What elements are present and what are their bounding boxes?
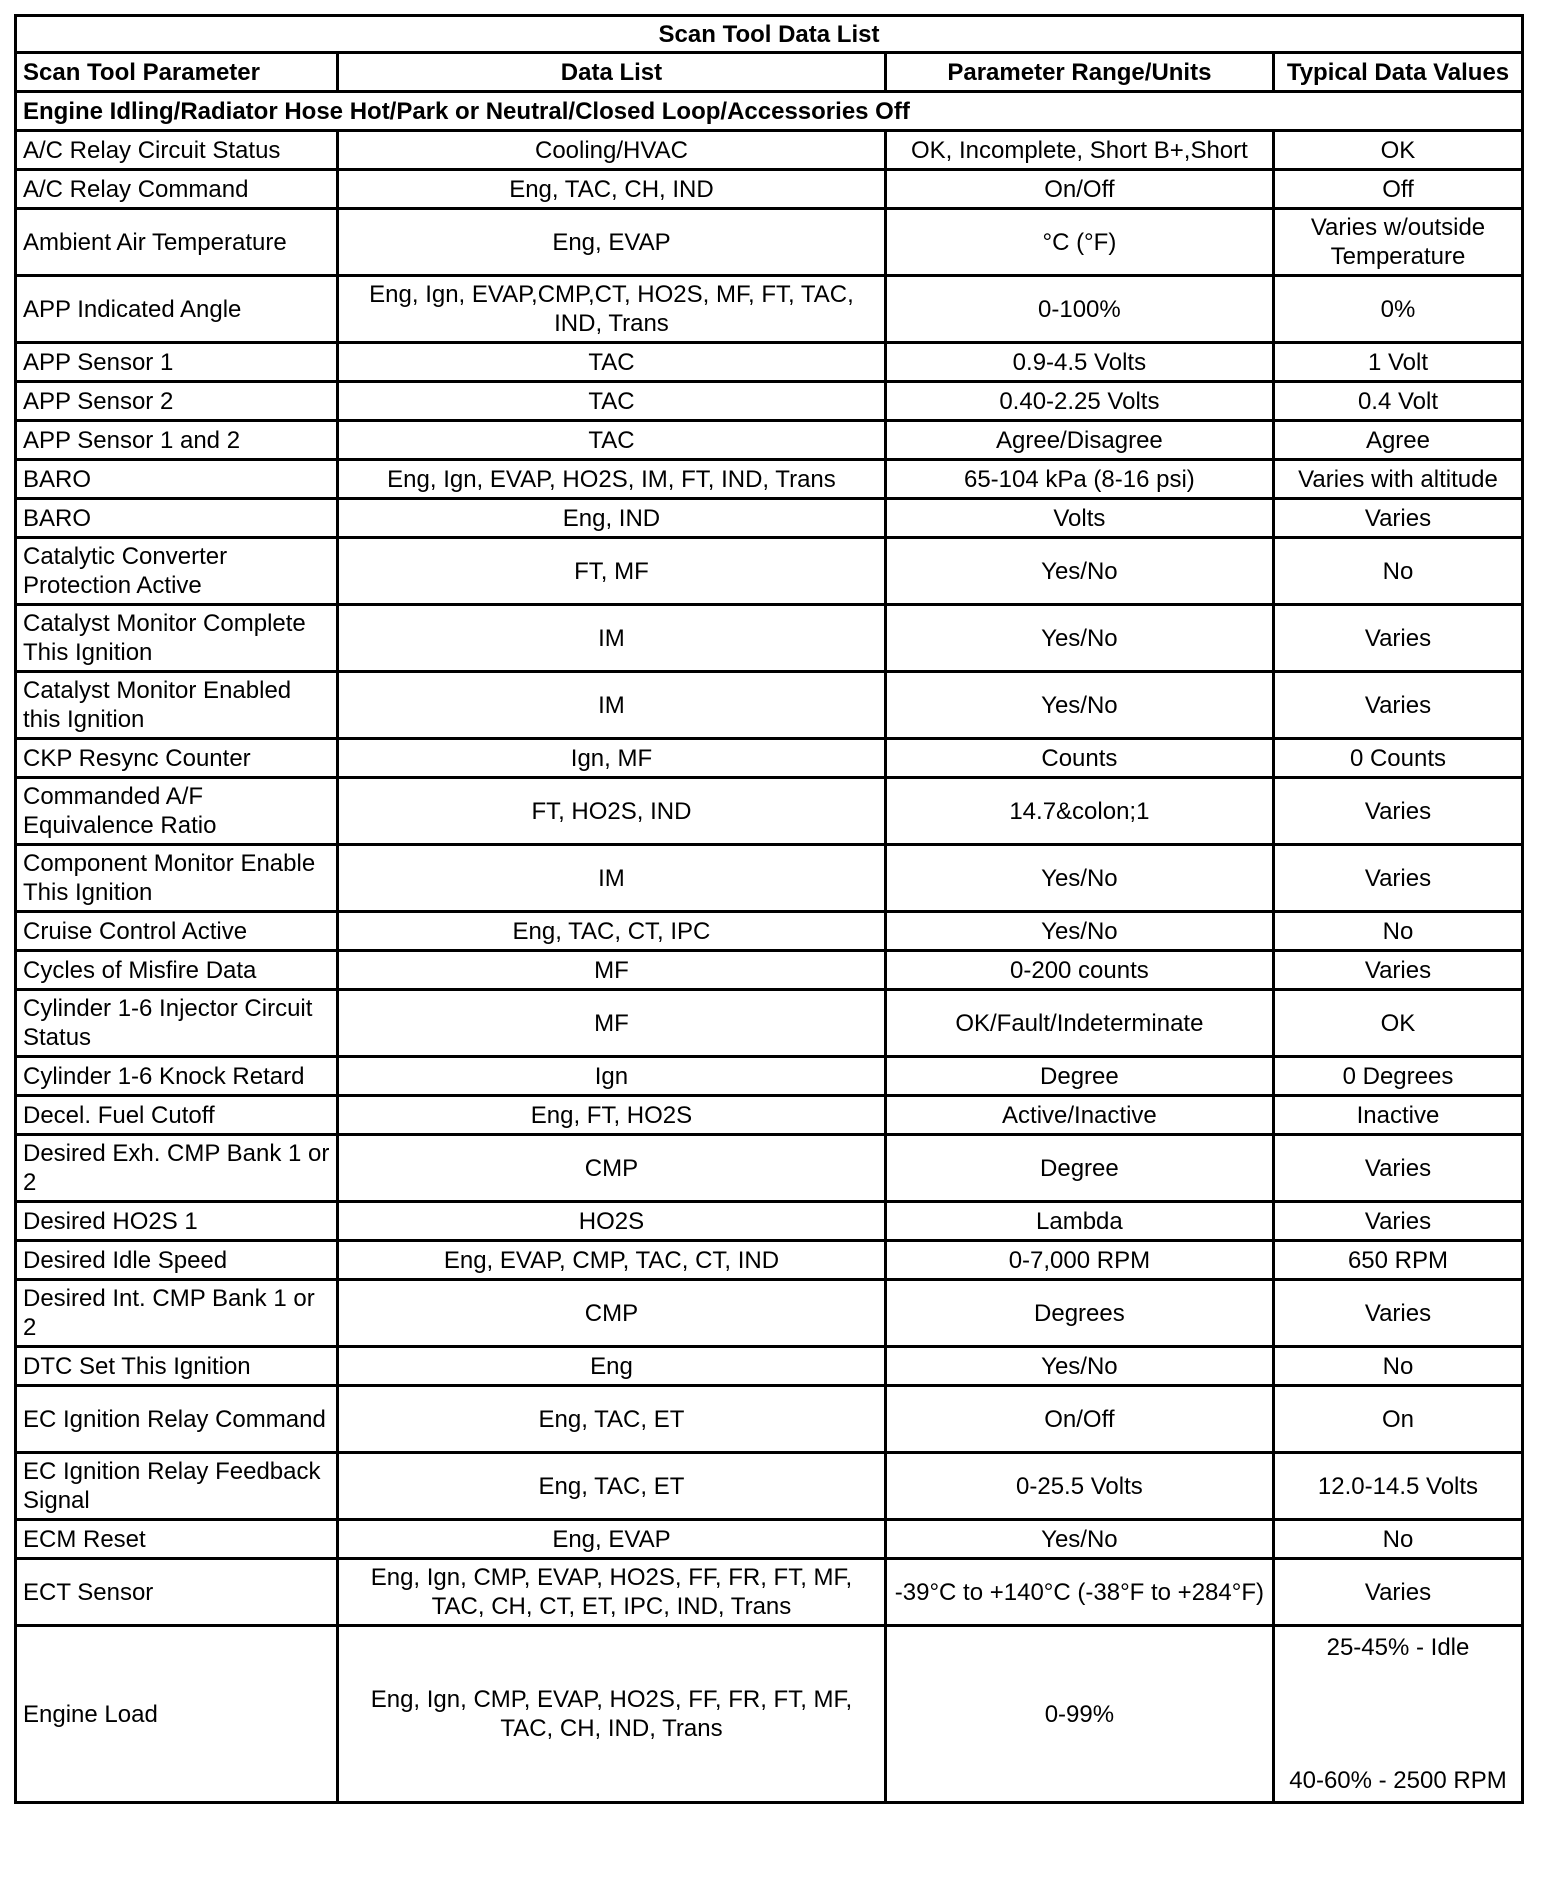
- row-typical: No: [1273, 538, 1522, 605]
- table-row: [16, 1135, 1523, 1202]
- row-data-list: Eng, Ign, EVAP,CMP,CT, HO2S, MF, FT, TAC, IND, Trans: [338, 276, 886, 343]
- row-typical: 1 Volt: [1273, 343, 1522, 382]
- row-data-list: Eng, Ign, CMP, EVAP, HO2S, FF, FR, FT, MF, TAC, CH, CT, ET, IPC, IND, Trans: [338, 1559, 886, 1626]
- row-data-list: HO2S: [338, 1202, 886, 1241]
- row-typical: Varies: [1273, 499, 1522, 538]
- row-typical: 0%: [1273, 276, 1522, 343]
- row-parameter: Cylinder 1-6 Injector Circuit Status: [16, 990, 338, 1057]
- row-range: 0.9-4.5 Volts: [885, 343, 1273, 382]
- row-data-list: Eng, EVAP, CMP, TAC, CT, IND: [338, 1241, 886, 1280]
- row-range: °C (°F): [885, 209, 1273, 276]
- row-parameter: Desired Idle Speed: [16, 1241, 338, 1280]
- row-data-list: IM: [338, 672, 886, 739]
- row-typical: [1273, 1626, 1522, 1803]
- row-range: 65-104 kPa (8-16 psi): [885, 460, 1273, 499]
- row-data-list: Eng, EVAP: [338, 209, 886, 276]
- row-data-list: CMP: [338, 1135, 886, 1202]
- row-range: 0-7,000 RPM: [885, 1241, 1273, 1280]
- row-parameter: APP Indicated Angle: [16, 276, 338, 343]
- row-data-list: MF: [338, 990, 886, 1057]
- row-typical: Varies: [1273, 605, 1522, 672]
- table-row: [16, 990, 1523, 1057]
- row-parameter: EC Ignition Relay Command: [16, 1386, 338, 1453]
- row-parameter: BARO: [16, 499, 338, 538]
- row-parameter: EC Ignition Relay Feedback Signal: [16, 1453, 338, 1520]
- table-row: [16, 1096, 1523, 1135]
- row-range: OK/Fault/Indeterminate: [885, 990, 1273, 1057]
- row-parameter: Engine Load: [16, 1626, 338, 1803]
- row-parameter: Cycles of Misfire Data: [16, 951, 338, 990]
- row-typical: Varies with altitude: [1273, 460, 1522, 499]
- row-data-list: Eng, TAC, ET: [338, 1386, 886, 1453]
- table-row: [16, 605, 1523, 672]
- row-range: OK, Incomplete, Short B+,Short: [885, 131, 1273, 170]
- row-range: Yes/No: [885, 672, 1273, 739]
- table-row: [16, 460, 1523, 499]
- row-typical: OK: [1273, 131, 1522, 170]
- row-range: 0-200 counts: [885, 951, 1273, 990]
- row-data-list: TAC: [338, 421, 886, 460]
- table-row: [16, 343, 1523, 382]
- row-typical: No: [1273, 912, 1522, 951]
- row-parameter: ECT Sensor: [16, 1559, 338, 1626]
- row-range: Yes/No: [885, 912, 1273, 951]
- header-typical: Typical Data Values: [1273, 53, 1522, 92]
- table-row: [16, 912, 1523, 951]
- row-parameter: APP Sensor 2: [16, 382, 338, 421]
- row-parameter: Component Monitor Enable This Ignition: [16, 845, 338, 912]
- row-typical: Varies w/outside Temperature: [1273, 209, 1522, 276]
- row-data-list: Eng, Ign, CMP, EVAP, HO2S, FF, FR, FT, MF, TAC, CH, IND, Trans: [338, 1626, 886, 1803]
- table-row: [16, 1280, 1523, 1347]
- row-data-list: Ign: [338, 1057, 886, 1096]
- row-range: -39°C to +140°C (-38°F to +284°F): [885, 1559, 1273, 1626]
- row-typical: Varies: [1273, 845, 1522, 912]
- row-parameter: A/C Relay Circuit Status: [16, 131, 338, 170]
- table-row: [16, 499, 1523, 538]
- row-typical: No: [1273, 1347, 1522, 1386]
- row-range: Counts: [885, 739, 1273, 778]
- table-row: [16, 421, 1523, 460]
- row-typical: Varies: [1273, 951, 1522, 990]
- row-parameter: Cylinder 1-6 Knock Retard: [16, 1057, 338, 1096]
- row-parameter: Commanded A/F Equivalence Ratio: [16, 778, 338, 845]
- row-data-list: FT, MF: [338, 538, 886, 605]
- row-range: Yes/No: [885, 1520, 1273, 1559]
- row-data-list: Eng, FT, HO2S: [338, 1096, 886, 1135]
- row-parameter: Cruise Control Active: [16, 912, 338, 951]
- row-parameter: DTC Set This Ignition: [16, 1347, 338, 1386]
- row-range: Volts: [885, 499, 1273, 538]
- row-data-list: IM: [338, 845, 886, 912]
- row-typical: On: [1273, 1386, 1522, 1453]
- typical-2500-value: 40-60% - 2500 RPM: [1289, 1767, 1507, 1794]
- row-data-list: Eng, TAC, CH, IND: [338, 170, 886, 209]
- row-typical: Varies: [1273, 1280, 1522, 1347]
- row-parameter: Catalyst Monitor Enabled this Ignition: [16, 672, 338, 739]
- row-typical: Agree: [1273, 421, 1522, 460]
- row-range: On/Off: [885, 170, 1273, 209]
- row-range: Yes/No: [885, 605, 1273, 672]
- row-typical: No: [1273, 1520, 1522, 1559]
- row-data-list: CMP: [338, 1280, 886, 1347]
- row-typical: 0.4 Volt: [1273, 382, 1522, 421]
- row-typical: Varies: [1273, 1559, 1522, 1626]
- row-data-list: Eng, Ign, EVAP, HO2S, IM, FT, IND, Trans: [338, 460, 886, 499]
- row-range: Yes/No: [885, 845, 1273, 912]
- table-row: [16, 845, 1523, 912]
- row-range: 0.40-2.25 Volts: [885, 382, 1273, 421]
- row-typical: OK: [1273, 990, 1522, 1057]
- row-range: 14.7&colon;1: [885, 778, 1273, 845]
- table-row: [16, 131, 1523, 170]
- row-parameter: Decel. Fuel Cutoff: [16, 1096, 338, 1135]
- row-data-list: Eng, TAC, CT, IPC: [338, 912, 886, 951]
- table-row: [16, 538, 1523, 605]
- row-typical: 650 RPM: [1273, 1241, 1522, 1280]
- table-row: [16, 1347, 1523, 1386]
- row-parameter: APP Sensor 1: [16, 343, 338, 382]
- row-data-list: TAC: [338, 343, 886, 382]
- row-range: 0-99%: [885, 1626, 1273, 1803]
- row-typical: Varies: [1273, 1202, 1522, 1241]
- row-range: 0-25.5 Volts: [885, 1453, 1273, 1520]
- row-parameter: CKP Resync Counter: [16, 739, 338, 778]
- table-row: [16, 382, 1523, 421]
- table-row: [16, 1241, 1523, 1280]
- row-typical: 0 Counts: [1273, 739, 1522, 778]
- row-range: Degrees: [885, 1280, 1273, 1347]
- table-row: [16, 170, 1523, 209]
- table-row: [16, 1559, 1523, 1626]
- row-data-list: Eng, TAC, ET: [338, 1453, 886, 1520]
- table-row: [16, 1520, 1523, 1559]
- row-parameter: BARO: [16, 460, 338, 499]
- row-range: Active/Inactive: [885, 1096, 1273, 1135]
- table-row: [16, 1057, 1523, 1096]
- row-parameter: Catalytic Converter Protection Active: [16, 538, 338, 605]
- row-range: Lambda: [885, 1202, 1273, 1241]
- row-data-list: Eng, EVAP: [338, 1520, 886, 1559]
- row-data-list: Ign, MF: [338, 739, 886, 778]
- table-row: [16, 1202, 1523, 1241]
- row-range: Degree: [885, 1057, 1273, 1096]
- table-row: [16, 739, 1523, 778]
- row-data-list: TAC: [338, 382, 886, 421]
- table-row: [16, 672, 1523, 739]
- row-typical: Off: [1273, 170, 1522, 209]
- row-range: Yes/No: [885, 538, 1273, 605]
- scan-tool-data-table: [14, 14, 1524, 1804]
- row-data-list: IM: [338, 605, 886, 672]
- row-data-list: Cooling/HVAC: [338, 131, 886, 170]
- row-data-list: MF: [338, 951, 886, 990]
- row-parameter: Desired HO2S 1: [16, 1202, 338, 1241]
- header-parameter: Scan Tool Parameter: [16, 53, 338, 92]
- row-parameter: Ambient Air Temperature: [16, 209, 338, 276]
- typical-idle-value: 25-45% - Idle: [1326, 1634, 1470, 1661]
- row-parameter: Desired Int. CMP Bank 1 or 2: [16, 1280, 338, 1347]
- row-typical: Varies: [1273, 778, 1522, 845]
- row-data-list: Eng: [338, 1347, 886, 1386]
- header-range: Parameter Range/Units: [885, 53, 1273, 92]
- table-row: [16, 276, 1523, 343]
- table-row: [16, 1453, 1523, 1520]
- row-parameter: Desired Exh. CMP Bank 1 or 2: [16, 1135, 338, 1202]
- row-typical: Inactive: [1273, 1096, 1522, 1135]
- row-typical: Varies: [1273, 672, 1522, 739]
- row-range: Degree: [885, 1135, 1273, 1202]
- table-row: [16, 1386, 1523, 1453]
- header-data-list: Data List: [338, 53, 886, 92]
- row-parameter: Catalyst Monitor Complete This Ignition: [16, 605, 338, 672]
- row-range: Agree/Disagree: [885, 421, 1273, 460]
- row-data-list: FT, HO2S, IND: [338, 778, 886, 845]
- row-data-list: Eng, IND: [338, 499, 886, 538]
- row-typical: Varies: [1273, 1135, 1522, 1202]
- row-parameter: A/C Relay Command: [16, 170, 338, 209]
- table-row: [16, 209, 1523, 276]
- row-typical: 12.0-14.5 Volts: [1273, 1453, 1522, 1520]
- table-row: [16, 778, 1523, 845]
- table-title: Scan Tool Data List: [16, 16, 1523, 53]
- row-typical: 0 Degrees: [1273, 1057, 1522, 1096]
- row-range: 0-100%: [885, 276, 1273, 343]
- table-row-engine-load: [16, 1626, 1523, 1803]
- row-range: On/Off: [885, 1386, 1273, 1453]
- operating-condition: Engine Idling/Radiator Hose Hot/Park or Neutral/Closed Loop/Accessories Off: [16, 92, 1523, 131]
- row-parameter: APP Sensor 1 and 2: [16, 421, 338, 460]
- row-parameter: ECM Reset: [16, 1520, 338, 1559]
- table-row: [16, 951, 1523, 990]
- row-range: Yes/No: [885, 1347, 1273, 1386]
